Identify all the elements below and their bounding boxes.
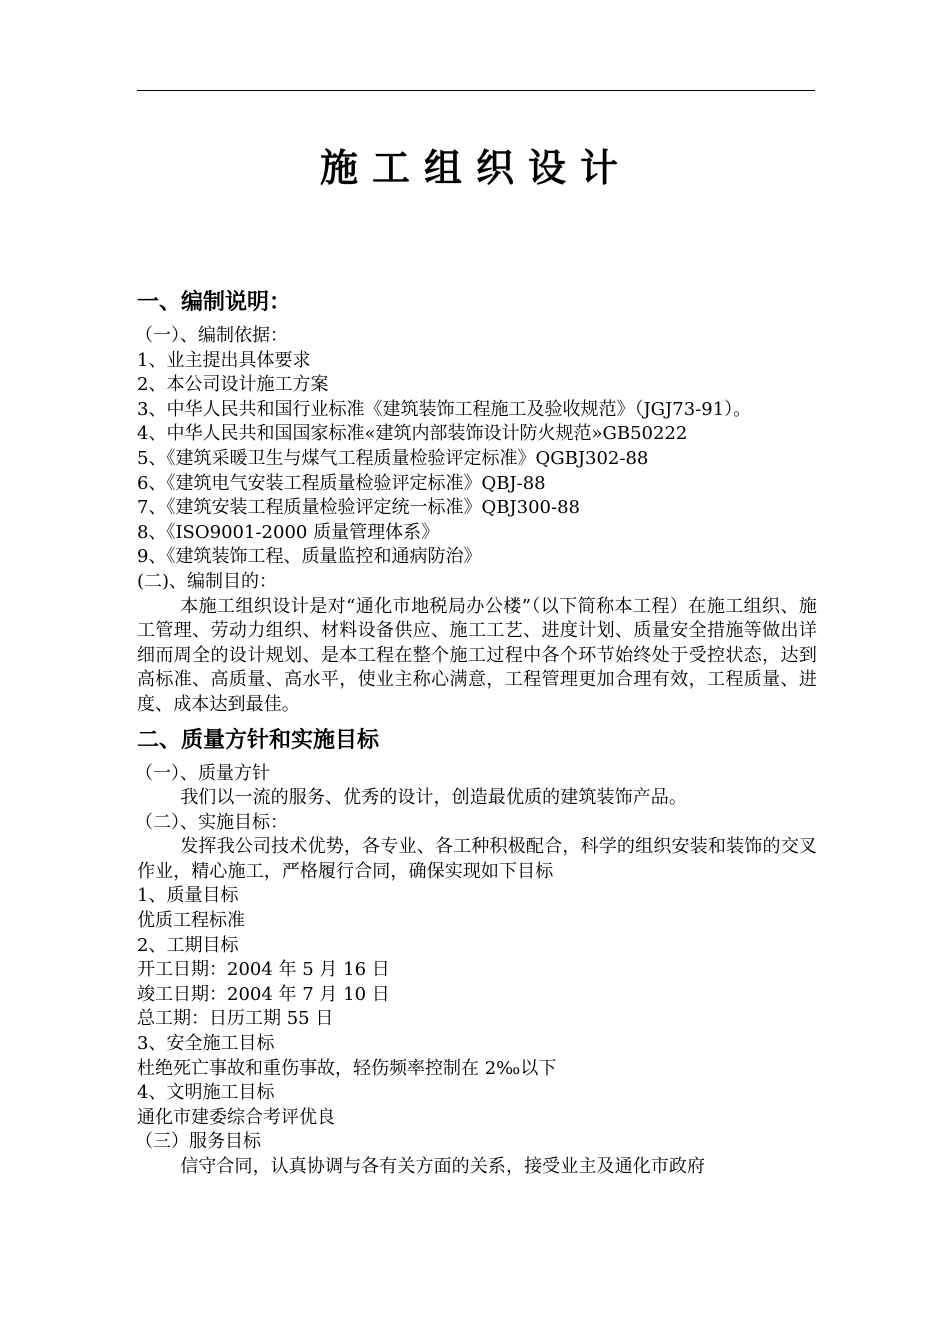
basis-item: 7、《建筑安装工程质量检验评定统一标准》QBJ300-88 — [137, 497, 580, 519]
basis-item: 8、《ISO9001-2000 质量管理体系》 — [137, 521, 440, 543]
policy-paragraph: 我们以一流的服务、优秀的设计，创造最优质的建筑装饰产品。 — [180, 787, 687, 809]
basis-item: 6、《建筑电气安装工程质量检验评定标准》QBJ-88 — [137, 472, 546, 494]
basis-item: 3、中华人民共和国行业标准《建筑装饰工程施工及验收规范》（JGJ73-91）。 — [137, 398, 752, 420]
subheading-goals: （二）、实施目标： — [135, 811, 288, 833]
document-title: 施工组织设计 — [319, 145, 632, 190]
basis-item: 9、《建筑装饰工程、质量监控和通病防治》 — [137, 546, 482, 568]
subheading-basis: （一）、编制依据： — [135, 325, 288, 346]
purpose-paragraph: 本施工组织设计是对“通化市地税局办公楼”（以下简称本工程）在施工组织、施工管理、劳动力组织、材料设备供应、施工工艺、进度计划、质量安全措施等做出详细而周全的设计规划、是本工程在整个施工过程中各个环节始终处于受控状态，达到高标准、高质量、高水平，使业主称心满意，工程管理更加合理有效，工程质量、进度、成本达到最佳。 — [137, 595, 817, 715]
service-paragraph: 信守合同，认真协调与各有关方面的关系，接受业主及通化市政府 — [180, 1156, 706, 1177]
section-heading-compilation: 一、编制说明： — [137, 290, 292, 315]
goal-line: 优质工程标准 — [137, 910, 245, 932]
goal-line: 总工期：日历工期 55 日 — [137, 1008, 334, 1030]
goal-line: 1、质量目标 — [137, 885, 239, 907]
goal-paragraph: 发挥我公司技术优势，各专业、各工种积极配合，科学的组织安装和装饰的交叉作业，精心施工，严格履行合同，确保实现如下目标 — [137, 836, 817, 882]
goal-line: 开工日期：2004 年 5 月 16 日 — [137, 959, 390, 981]
basis-item: 1、业主提出具体要求 — [137, 349, 311, 371]
basis-item: 2、本公司设计施工方案 — [137, 374, 329, 396]
subheading-policy: （一）、质量方针 — [135, 762, 270, 784]
goal-line: 3、安全施工目标 — [137, 1033, 275, 1055]
basis-item: 4、中华人民共和国国家标准«建筑内部装饰设计防火规范»GB50222 — [137, 423, 688, 445]
goal-line: 4、文明施工目标 — [137, 1082, 275, 1104]
goal-line: 杜绝死亡事故和重伤事故，轻伤频率控制在 2‰以下 — [137, 1057, 557, 1079]
document-body — [137, 288, 817, 1180]
header-rule — [137, 90, 815, 91]
subheading-purpose: (二)、编制目的： — [137, 570, 278, 592]
subheading-service: （三）服务目标 — [135, 1131, 261, 1153]
basis-item: 5、《建筑采暖卫生与煤气工程质量检验评定标准》QGBJ302-88 — [137, 447, 649, 469]
section-heading-quality: 二、质量方针和实施目标 — [137, 727, 380, 753]
goal-line: 通化市建委综合考评优良 — [137, 1106, 335, 1128]
goal-line: 2、工期目标 — [137, 934, 239, 956]
goal-line: 竣工日期：2004 年 7 月 10 日 — [137, 983, 390, 1005]
